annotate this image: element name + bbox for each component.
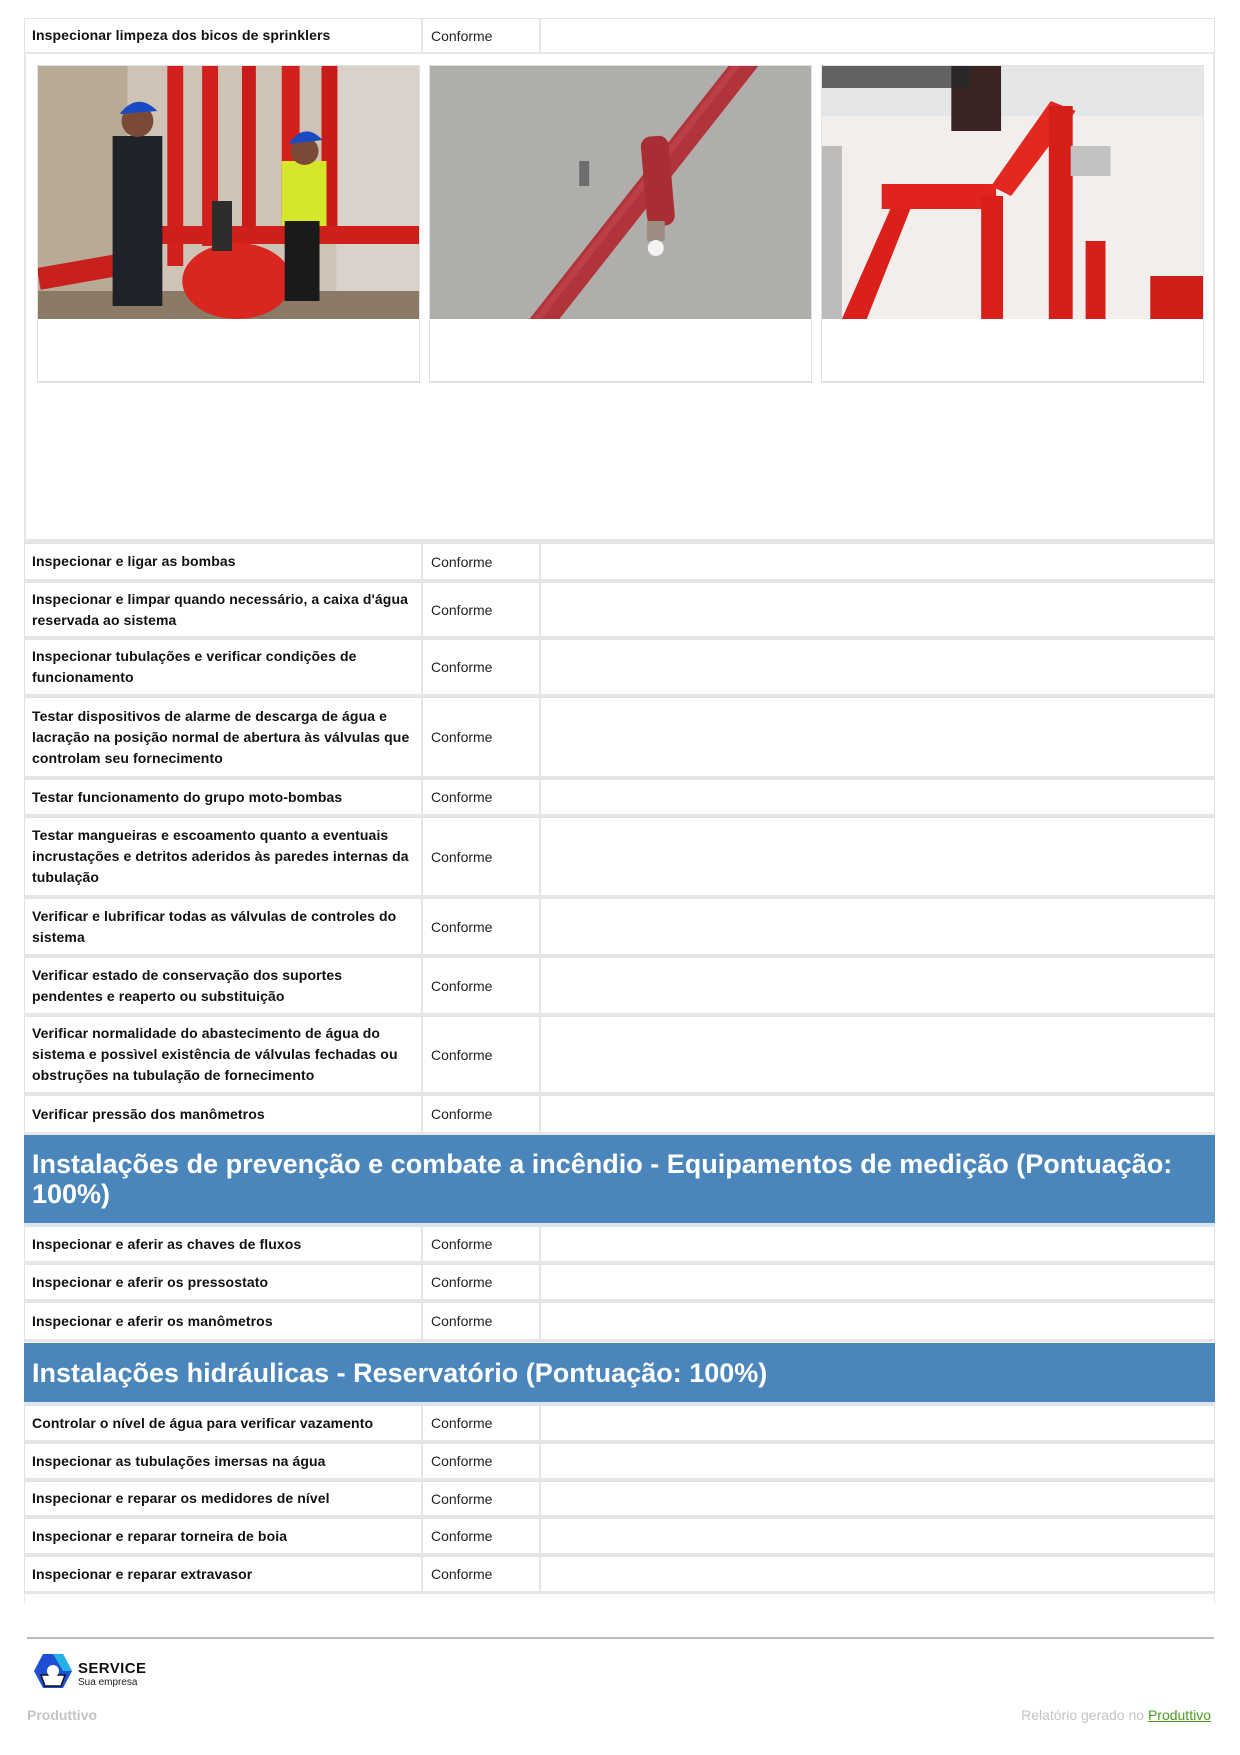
item-label: Testar dispositivos de alarme de descarga de água e lacração na posição normal de abertura às válvulas que controlam seu fornecimento bbox=[25, 698, 423, 776]
photo-card[interactable] bbox=[429, 65, 812, 383]
item-label: Inspecionar e reparar torneira de boia bbox=[25, 1519, 423, 1553]
checklist-row bbox=[24, 18, 1215, 55]
item-label: Verificar pressão dos manômetros bbox=[25, 1096, 423, 1132]
item-label: Inspecionar e ligar as bombas bbox=[25, 544, 423, 579]
table-bottom-spacer bbox=[24, 1594, 1215, 1604]
service-logo-icon bbox=[33, 1653, 73, 1689]
status-value: Conforme bbox=[423, 1265, 541, 1299]
comment-cell bbox=[541, 1406, 1214, 1440]
checklist-row bbox=[24, 1264, 1215, 1302]
status-value: Conforme bbox=[423, 1227, 541, 1261]
item-label: Inspecionar e reparar os medidores de nível bbox=[25, 1482, 423, 1515]
checklist-row bbox=[24, 1302, 1215, 1342]
section-title: Instalações de prevenção e combate a incêndio - Equipamentos de medição (Pontuação: 100%) bbox=[32, 1149, 1173, 1209]
checklist-row bbox=[24, 1405, 1215, 1443]
red-pipes-photo[interactable] bbox=[822, 66, 1203, 319]
item-label: Inspecionar e aferir as chaves de fluxos bbox=[25, 1227, 423, 1261]
item-label: Inspecionar tubulações e verificar condições de funcionamento bbox=[25, 640, 423, 694]
photo-card[interactable] bbox=[821, 65, 1204, 383]
status-value: Conforme bbox=[423, 1017, 541, 1092]
comment-cell bbox=[541, 1482, 1214, 1515]
item-label: Inspecionar e reparar extravasor bbox=[25, 1557, 423, 1591]
comment-cell bbox=[541, 583, 1214, 636]
checklist-row bbox=[24, 1016, 1215, 1095]
comment-cell bbox=[541, 1265, 1214, 1299]
checklist-row bbox=[24, 1518, 1215, 1556]
status-value: Conforme bbox=[423, 1096, 541, 1132]
photo-card[interactable] bbox=[37, 65, 420, 383]
section-header-equipamentos-medicao bbox=[24, 1135, 1215, 1226]
comment-cell bbox=[541, 958, 1214, 1013]
checklist-row bbox=[24, 543, 1215, 582]
sprinkler-head-photo[interactable] bbox=[430, 66, 811, 319]
comment-cell bbox=[541, 1096, 1214, 1132]
comment-cell bbox=[541, 1017, 1214, 1092]
status-value: Conforme bbox=[423, 544, 541, 579]
item-label: Controlar o nível de água para verificar vazamento bbox=[25, 1406, 423, 1440]
comment-cell bbox=[541, 1227, 1214, 1261]
status-value: Conforme bbox=[423, 640, 541, 694]
item-label: Inspecionar e limpar quando necessário, a caixa d'água reservada ao sistema bbox=[25, 583, 423, 636]
comment-cell bbox=[541, 544, 1214, 579]
checklist-row bbox=[24, 697, 1215, 779]
comment-cell bbox=[541, 780, 1214, 814]
status-value: Conforme bbox=[423, 1519, 541, 1553]
comment-cell bbox=[541, 19, 1214, 52]
checklist-row bbox=[24, 779, 1215, 817]
checklist-row bbox=[24, 817, 1215, 898]
status-value: Conforme bbox=[423, 583, 541, 636]
checklist-row bbox=[24, 1481, 1215, 1518]
comment-cell bbox=[541, 1444, 1214, 1478]
comment-cell bbox=[541, 1303, 1214, 1339]
footer-brand: Produttivo bbox=[27, 1707, 97, 1723]
item-label: Verificar normalidade do abastecimento de água do sistema e possìvel existência de válvulas fechadas ou obstruções na tubulação de fornecimento bbox=[25, 1017, 423, 1092]
section-title: Instalações hidráulicas - Reservatório (Pontuação: 100%) bbox=[32, 1357, 768, 1388]
comment-cell bbox=[541, 640, 1214, 694]
comment-cell bbox=[541, 899, 1214, 954]
status-value: Conforme bbox=[423, 899, 541, 954]
item-label: Testar mangueiras e escoamento quanto a eventuais incrustações e detritos aderidos às paredes internas da tubulação bbox=[25, 818, 423, 895]
comment-cell bbox=[541, 1519, 1214, 1553]
status-value: Conforme bbox=[423, 958, 541, 1013]
comment-cell bbox=[541, 818, 1214, 895]
status-value: Conforme bbox=[423, 818, 541, 895]
status-value: Conforme bbox=[423, 1482, 541, 1515]
checklist-row bbox=[24, 957, 1215, 1016]
checklist-row bbox=[24, 1556, 1215, 1594]
logo-subtitle: Sua empresa bbox=[78, 1677, 138, 1688]
pump-room-technicians-photo[interactable] bbox=[38, 66, 419, 319]
status-value: Conforme bbox=[423, 1557, 541, 1591]
checklist-row bbox=[24, 898, 1215, 957]
item-label: Inspecionar e aferir os pressostato bbox=[25, 1265, 423, 1299]
checklist-row bbox=[24, 1226, 1215, 1264]
checklist-row bbox=[24, 1443, 1215, 1481]
status-value: Conforme bbox=[423, 780, 541, 814]
item-label: Verificar e lubrificar todas as válvulas de controles do sistema bbox=[25, 899, 423, 954]
checklist-row bbox=[24, 1095, 1215, 1135]
generated-by-text: Relatório gerado no bbox=[1021, 1707, 1148, 1723]
status-value: Conforme bbox=[423, 19, 541, 52]
status-value: Conforme bbox=[423, 1444, 541, 1478]
item-label: Inspecionar limpeza dos bicos de sprinklers bbox=[25, 19, 423, 52]
item-label: Inspecionar as tubulações imersas na água bbox=[25, 1444, 423, 1478]
photo-gallery bbox=[24, 54, 1215, 543]
item-label: Inspecionar e aferir os manômetros bbox=[25, 1303, 423, 1339]
produttivo-link[interactable]: Produttivo bbox=[1147, 1707, 1211, 1723]
comment-cell bbox=[541, 1557, 1214, 1591]
status-value: Conforme bbox=[423, 1303, 541, 1339]
checklist-row bbox=[24, 639, 1215, 697]
status-value: Conforme bbox=[423, 698, 541, 776]
footer-generated-by bbox=[1021, 1707, 1211, 1723]
logo-title: SERVICE bbox=[78, 1660, 147, 1677]
comment-cell bbox=[541, 698, 1214, 776]
section-header-reservatorio bbox=[24, 1343, 1215, 1405]
checklist-row bbox=[24, 582, 1215, 639]
status-value: Conforme bbox=[423, 1406, 541, 1440]
item-label: Testar funcionamento do grupo moto-bombas bbox=[25, 780, 423, 814]
footer-divider bbox=[27, 1637, 1214, 1639]
item-label: Verificar estado de conservação dos suportes pendentes e reaperto ou substituição bbox=[25, 958, 423, 1013]
